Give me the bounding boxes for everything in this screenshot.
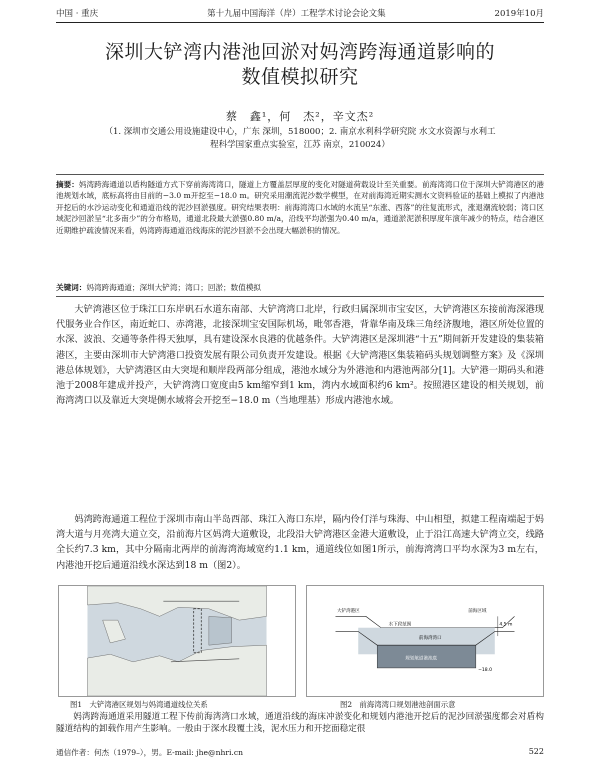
header-center: 第十九届中国海洋（岸）工程学术讨论会论文集: [207, 9, 386, 19]
keywords: [56, 282, 544, 293]
header-rule: [56, 22, 544, 23]
figure-2-section: [306, 585, 544, 697]
abstract: [56, 179, 544, 236]
abstract-label: 摘要：: [56, 180, 79, 189]
water-surface: [335, 616, 514, 627]
label-mouth: 前海湾湾口: [418, 636, 442, 642]
label-underwater: 水下段范围: [388, 622, 412, 628]
header-right: 2019年10月: [494, 9, 544, 19]
paper-title: [40, 40, 560, 90]
figure-1-map: [58, 585, 296, 697]
inner-basin: [209, 616, 232, 645]
keywords-text: 妈湾跨海通道；深圳大铲湾；湾口；回淤；数值模拟: [86, 283, 262, 292]
label-marker: 4.5 m: [499, 622, 513, 628]
body-paragraph-1: 大铲湾港区位于珠江口东岸矾石水道东南部、大铲湾湾口北岸，行政归属深圳市宝安区，大铲湾港区东接前海深港现代服务业合作区，南近蛇口、赤湾港，北接深圳宝安国际机场，毗邻香港，背靠华南及珠三角经济腹地，港区所处位置的水深、波浪、交通等条件得天独厚，具有建设深水良港的优越条件。大铲湾港区是深圳港“十五”期间新开发建设的集装箱港区，主要由深圳市大铲湾港口投资发展有限公司负责开发建设。根据《大铲湾港区集装箱码头规划调整方案》及《深圳港总体规划》，大铲湾港区由大突堤和顺岸段两部分组成，港池水域分为外港池和内港池两部分[1]。大铲港一期码头和港池于2008年建成并投产，大铲湾湾口宽度由5 km缩窄到1 km，湾内水域面积约6 km²。按照港区建设的相关规划，前海湾湾口以及靠近大突堤侧水域将会开挖至−18.0 m（当地理基）形成内港池水域。: [56, 304, 544, 407]
title-line-1: 深圳大铲湾内港池回淤对妈湾跨海通道影响的: [104, 41, 495, 63]
abstract-text: 妈湾跨海通道以盾构隧道方式下穿前海湾湾口，隧道上方覆盖层厚度的变化对隧道荷载设计至关重要。前海湾湾口位于深圳大铲湾港区的港池规划水域，底标高将由目前的−3.0 m开挖至−18.0 m。研究采用潮流泥沙数学模型，在对前海湾近期实测水文资料验证的基础上模拟了内港池开挖后的水沙运动变化和通道沿线的泥沙回淤强度。研究结果表明：前海湾湾口水域的水流呈“东涨、西落”的往复流形式，涨退潮流较弱；湾口区域泥沙回淤呈“北多南少”的分布格局，通道北段最大淤强0.80 m/a，沿线平均淤强为0.40 m/a，通道淤泥淤积厚度年演年减少的特点，结合港区近期维护疏浚情况来看，妈湾跨海通道沿线海床的泥沙回淤不会出现大幅淤积的情况。: [56, 180, 545, 235]
abstract-bottom-rule: [56, 296, 544, 297]
keywords-label: 关键词：: [56, 283, 87, 292]
figure-1-caption: 图1 大铲湾港区规划与妈湾通道线位关系: [70, 700, 208, 709]
label-port: 大铲湾港区: [337, 608, 360, 614]
figure-2-caption: 图2 前海湾湾口规划港池剖面示意: [340, 700, 456, 709]
page-number: 522: [528, 747, 544, 756]
title-line-2: 数值模拟研究: [241, 66, 359, 88]
map-svg: [59, 586, 295, 696]
footnote: 通信作者：何杰（1979–），男。E-mail: jhe@nhri.cn: [56, 748, 243, 757]
header-left: 中国 · 重庆: [56, 9, 99, 19]
label-basin-floor: 规划航道港池底: [405, 656, 438, 662]
affiliation-line-2: 程科学国家重点实验室，江苏 南京，210024）: [210, 140, 390, 150]
running-header: [56, 6, 544, 20]
affiliation-line-1: （1. 深圳市交通公用设施建设中心，广东 深圳，518000；2. 南京水利科学研究院 水文水资源与水利工: [104, 127, 496, 137]
body-paragraph-2: 妈湾跨海通道工程位于深圳市南山半岛西部、珠江入海口东岸，隔内伶仃洋与珠海、中山相望，拟建工程南端起于妈湾大道与月亮湾大道立交，沿前海片区妈湾大道敷设，北段沿大铲湾港区金港大道敷设，止于沿江高速大铲湾立交，线路全长约7.3 km，其中分隔南北两岸的前海湾海域宽约1.1 km，通道线位如图1所示，前海湾湾口平均水深为3 m左右，内港池开挖后通道沿线水深达到18 m（图2）。: [56, 514, 544, 571]
abstract-top-rule: [56, 174, 544, 175]
affiliation: [56, 126, 544, 152]
body-paragraph-3: 妈湾跨海通道采用隧道工程下传前海湾湾口水域，通道沿线的海床冲淤变化和规划内港池开挖后的泥沙回淤强度都会对盾构隧道结构的卸载作用产生影响。一般由于深水段覆土浅，泥水压力和开挖面稳定很: [56, 712, 544, 734]
authors: 蔡 鑫¹，何 杰²，辛文杰²: [225, 110, 375, 123]
label-depth: −18.0: [478, 667, 493, 673]
section-svg: [307, 586, 543, 696]
label-qianhai: 前海区域: [468, 608, 487, 614]
